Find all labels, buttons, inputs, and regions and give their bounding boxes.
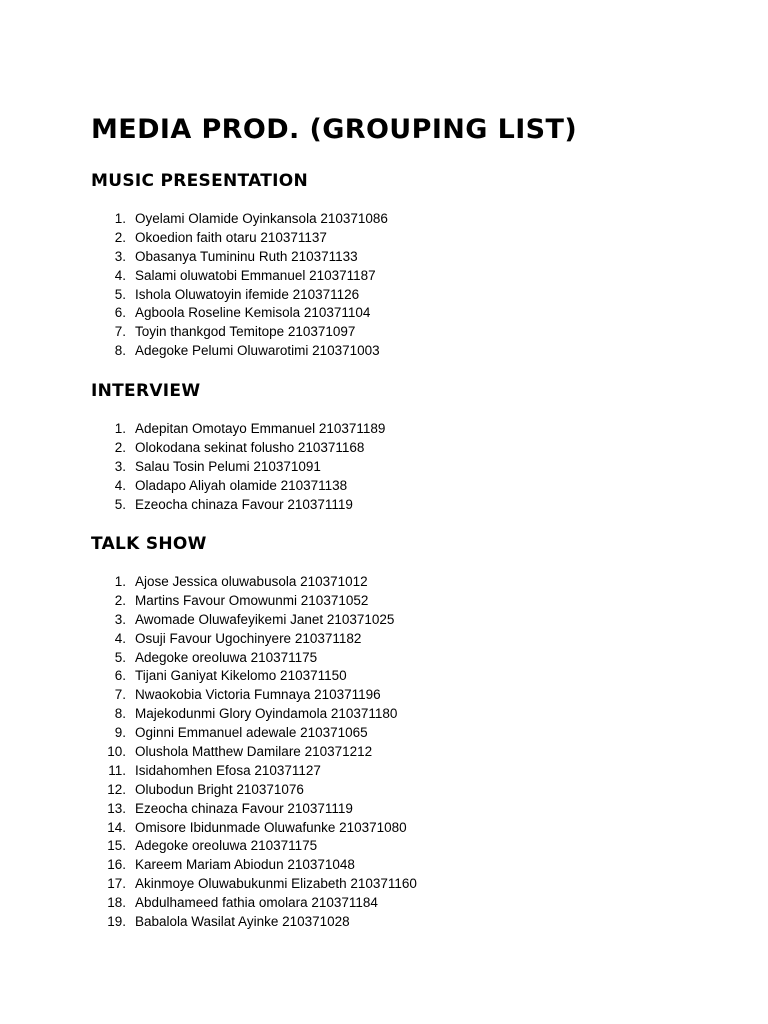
list-item — [91, 630, 417, 649]
list-item-number: 13. — [107, 800, 126, 816]
talk-show-list — [91, 573, 417, 932]
list-item-text: Obasanya Tumininu Ruth 210371133 — [135, 248, 358, 264]
list-item-number: 5. — [114, 496, 126, 512]
list-item-number: 14. — [107, 819, 126, 835]
list-item — [91, 496, 385, 515]
list-item — [91, 420, 385, 439]
section-heading-interview: INTERVIEW — [91, 381, 201, 401]
list-item-text: Tijani Ganiyat Kikelomo 210371150 — [135, 668, 347, 684]
list-item — [91, 649, 417, 668]
list-item — [91, 286, 388, 305]
list-item-text: Salau Tosin Pelumi 210371091 — [135, 458, 321, 474]
list-item — [91, 304, 388, 323]
list-item-text: Olokodana sekinat folusho 210371168 — [135, 439, 365, 455]
list-item — [91, 800, 417, 819]
list-item — [91, 724, 417, 743]
list-item-text: Adegoke Pelumi Oluwarotimi 210371003 — [135, 343, 380, 359]
list-item — [91, 611, 417, 630]
list-item-number: 15. — [107, 838, 126, 854]
list-item — [91, 913, 417, 932]
list-item-number: 18. — [107, 895, 126, 911]
list-item-number: 2. — [114, 439, 126, 455]
list-item-number: 7. — [114, 687, 126, 703]
list-item — [91, 705, 417, 724]
list-item — [91, 894, 417, 913]
list-item-text: Babalola Wasilat Ayinke 210371028 — [135, 914, 350, 930]
list-item — [91, 686, 417, 705]
list-item-text: Agboola Roseline Kemisola 210371104 — [135, 305, 371, 321]
list-item-number: 3. — [114, 248, 126, 264]
list-item-text: Okoedion faith otaru 210371137 — [135, 229, 327, 245]
list-item-number: 17. — [107, 876, 126, 892]
list-item — [91, 229, 388, 248]
list-item — [91, 210, 388, 229]
list-item-number: 5. — [114, 649, 126, 665]
list-item-number: 6. — [114, 668, 126, 684]
list-item-text: Abdulhameed fathia omolara 210371184 — [135, 895, 378, 911]
list-item-number: 3. — [114, 458, 126, 474]
list-item-number: 11. — [108, 762, 126, 778]
list-item-text: Oginni Emmanuel adewale 210371065 — [135, 725, 368, 741]
list-item — [91, 267, 388, 286]
list-item-number: 2. — [114, 592, 126, 608]
list-item-text: Adegoke oreoluwa 210371175 — [135, 649, 318, 665]
music-presentation-list — [91, 210, 388, 361]
list-item — [91, 819, 417, 838]
list-item-number: 8. — [114, 343, 126, 359]
list-item-text: Isidahomhen Efosa 210371127 — [135, 762, 321, 778]
list-item-text: Akinmoye Oluwabukunmi Elizabeth 210371160 — [135, 876, 417, 892]
list-item-text: Salami oluwatobi Emmanuel 210371187 — [135, 267, 376, 283]
list-item-text: Omisore Ibidunmade Oluwafunke 210371080 — [135, 819, 407, 835]
list-item-text: Martins Favour Omowunmi 210371052 — [135, 592, 369, 608]
list-item — [91, 856, 417, 875]
list-item-text: Awomade Oluwafeyikemi Janet 210371025 — [135, 611, 395, 627]
list-item — [91, 743, 417, 762]
list-item-number: 9. — [114, 725, 126, 741]
list-item — [91, 458, 385, 477]
list-item-text: Oladapo Aliyah olamide 210371138 — [135, 477, 348, 493]
list-item-number: 12. — [107, 781, 126, 797]
list-item-text: Olubodun Bright 210371076 — [135, 781, 304, 797]
list-item-text: Adegoke oreoluwa 210371175 — [135, 838, 318, 854]
list-item-text: Majekodunmi Glory Oyindamola 210371180 — [135, 706, 398, 722]
list-item — [91, 592, 417, 611]
document-title: MEDIA PROD. (GROUPING LIST) — [91, 114, 578, 145]
list-item — [91, 781, 417, 800]
list-item — [91, 875, 417, 894]
list-item — [91, 248, 388, 267]
list-item-text: Kareem Mariam Abiodun 210371048 — [135, 857, 355, 873]
interview-list — [91, 420, 385, 514]
list-item-text: Toyin thankgod Temitope 210371097 — [135, 324, 356, 340]
list-item-text: Olushola Matthew Damilare 210371212 — [135, 744, 373, 760]
list-item-number: 16. — [107, 857, 126, 873]
section-heading-talk-show: TALK SHOW — [91, 534, 207, 554]
list-item-text: Ezeocha chinaza Favour 210371119 — [135, 496, 353, 512]
list-item-text: Ajose Jessica oluwabusola 210371012 — [135, 574, 368, 589]
list-item-number: 4. — [114, 267, 126, 283]
list-item — [91, 762, 417, 781]
list-item-number: 4. — [114, 630, 126, 646]
list-item-number: 1. — [114, 421, 126, 436]
list-item-number: 2. — [114, 229, 126, 245]
list-item — [91, 477, 385, 496]
list-item-number: 5. — [114, 286, 126, 302]
list-item-number: 4. — [114, 477, 126, 493]
list-item-text: Nwaokobia Victoria Fumnaya 210371196 — [135, 687, 381, 703]
list-item — [91, 667, 417, 686]
list-item — [91, 342, 388, 361]
list-item-text: Ezeocha chinaza Favour 210371119 — [135, 800, 353, 816]
list-item-text: Ishola Oluwatoyin ifemide 210371126 — [135, 286, 360, 302]
list-item-number: 8. — [114, 706, 126, 722]
list-item — [91, 837, 417, 856]
list-item-number: 10. — [107, 744, 126, 760]
section-heading-music-presentation: MUSIC PRESENTATION — [91, 171, 309, 191]
list-item-number: 1. — [114, 574, 126, 589]
list-item — [91, 323, 388, 342]
list-item — [91, 573, 417, 592]
list-item — [91, 439, 385, 458]
list-item-number: 1. — [114, 211, 126, 226]
list-item-text: Osuji Favour Ugochinyere 210371182 — [135, 630, 362, 646]
list-item-number: 6. — [114, 305, 126, 321]
list-item-text: Oyelami Olamide Oyinkansola 210371086 — [135, 211, 388, 226]
list-item-number: 3. — [114, 611, 126, 627]
list-item-number: 7. — [114, 324, 126, 340]
list-item-number: 19. — [107, 914, 126, 930]
list-item-text: Adepitan Omotayo Emmanuel 210371189 — [135, 421, 386, 436]
